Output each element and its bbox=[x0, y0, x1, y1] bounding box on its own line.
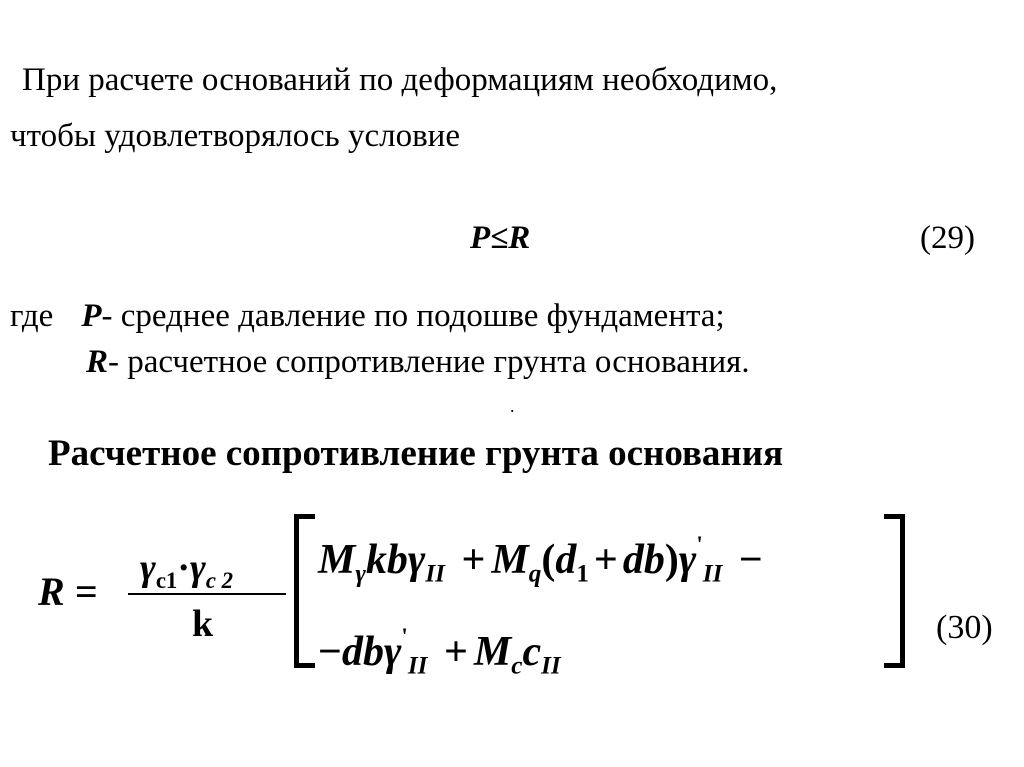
definition-p-text: - среднее давление по подошве фундамента; bbox=[101, 298, 725, 334]
gamma-ii: γ bbox=[407, 536, 426, 583]
definition-r-symbol: R bbox=[86, 344, 109, 380]
coef-m-q: M bbox=[491, 536, 529, 583]
minus-sign: − bbox=[738, 536, 763, 583]
condition-r: R bbox=[508, 220, 531, 256]
where-label: где bbox=[10, 298, 54, 334]
paren-close: ) bbox=[664, 536, 679, 583]
condition-le-sign: ≤ bbox=[490, 220, 509, 256]
sub-ii: II bbox=[425, 560, 445, 588]
equation-number-30: (30) bbox=[936, 609, 993, 646]
condition-p: P bbox=[470, 220, 491, 256]
formula-row-1 bbox=[318, 520, 763, 599]
stray-dot: . bbox=[510, 396, 515, 416]
sub-ii: II bbox=[407, 652, 428, 680]
multiplication-dot: · bbox=[177, 547, 191, 589]
equation-number-29: (29) bbox=[920, 220, 975, 256]
sub-ii: II bbox=[541, 652, 561, 680]
coef-m-gamma: M bbox=[318, 536, 356, 583]
db-term: db bbox=[622, 536, 665, 583]
sub-q: q bbox=[528, 560, 542, 588]
kb-term: kb bbox=[365, 536, 408, 583]
d-term: d bbox=[555, 536, 577, 583]
db-term: db bbox=[341, 628, 384, 675]
sub-c1: c1 bbox=[155, 567, 178, 593]
plus-sign: + bbox=[593, 536, 618, 583]
sub-c: c bbox=[511, 652, 523, 680]
gamma-c1: γ bbox=[140, 547, 156, 589]
formula-lhs: R = bbox=[38, 569, 98, 614]
right-bracket bbox=[884, 514, 905, 668]
gamma-ii-prime: γ bbox=[383, 628, 402, 675]
section-heading: Расчетное сопротивление грунта основания bbox=[48, 433, 784, 474]
plus-sign: + bbox=[461, 536, 486, 583]
fraction-line bbox=[128, 593, 286, 595]
gamma-c2: γ bbox=[190, 547, 206, 589]
definition-p-symbol: P bbox=[81, 298, 102, 334]
sub-1: 1 bbox=[576, 560, 589, 588]
definition-r bbox=[86, 342, 750, 382]
c-term: c bbox=[522, 628, 542, 675]
fraction-denominator: k bbox=[192, 603, 214, 645]
intro-line-2: чтобы удовлетворялось условие bbox=[10, 118, 460, 154]
prime-mark: ' bbox=[696, 531, 703, 557]
sub-gamma: γ bbox=[355, 560, 366, 588]
sub-ii: II bbox=[702, 560, 723, 588]
sub-c2: c 2 bbox=[205, 567, 234, 593]
coef-m-c: M bbox=[473, 628, 512, 675]
definition-p bbox=[10, 296, 725, 336]
definition-r-text: - расчетное сопротивление грунта основания. bbox=[108, 344, 750, 380]
plus-sign: + bbox=[443, 628, 468, 675]
left-bracket bbox=[294, 514, 315, 668]
prime-mark: ' bbox=[401, 623, 408, 649]
intro-line-1: При расчете оснований по деформациям необходимо, bbox=[22, 62, 778, 98]
gamma-ii-prime: γ bbox=[678, 536, 697, 583]
formula-row-2 bbox=[318, 612, 561, 691]
minus-sign: − bbox=[318, 628, 342, 675]
paren-open: ( bbox=[541, 536, 556, 583]
condition-formula bbox=[470, 218, 530, 258]
